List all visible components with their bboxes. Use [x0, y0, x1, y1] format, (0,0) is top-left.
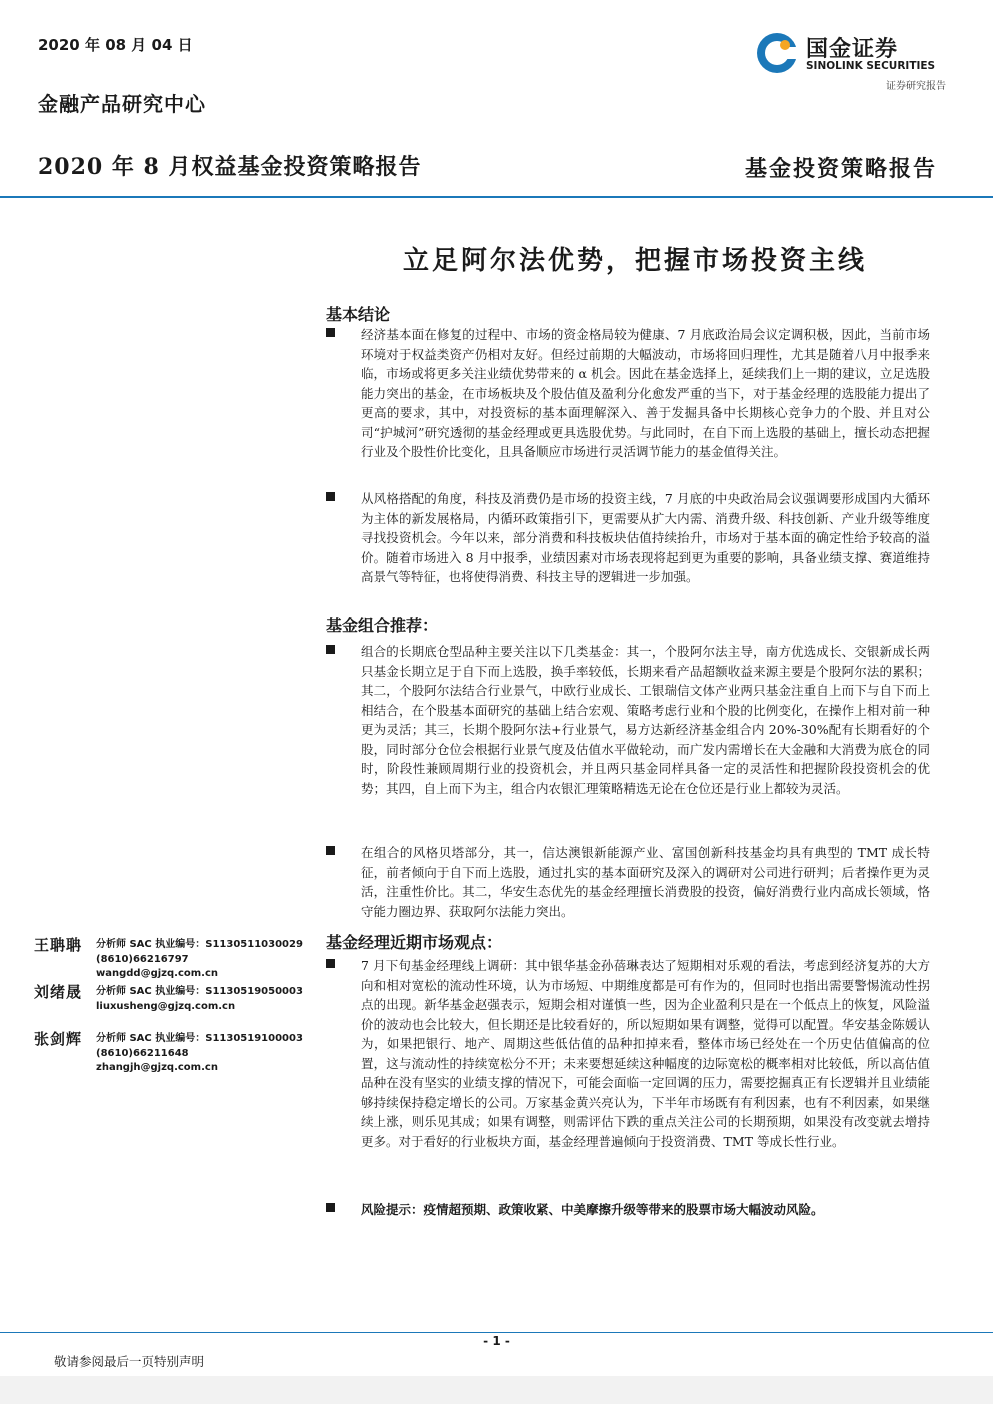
bullet-square-icon [326, 645, 335, 654]
page-number: - 1 - [483, 1334, 510, 1348]
paragraph: 组合的长期底仓型品种主要关注以下几类基金：其一，个股阿尔法主导，南方优选成长、交银新成长两只基金长期立足于自下而上选股，换手率较低，长期来看产品超额收益来源主要是个股阿尔法的累积；其二，个股阿尔法结合行业景气，中欧行业成长、工银瑞信文体产业两只基金注重自上而下与自下而上相结合，在个股基本面研究的基础上结合宏观、策略考虑行业和个股的比例变化，在操作上相对前一种更为灵活；其三，长期个股阿尔法+行业景气，易方达新经济基金组合内 20%-30%配有长期看好的个股，同时部分仓位会根据行业景气度及估值水平做轮动，而广发内需增长在大金融和大消费为底仓的同时，阶段性兼顾周期行业的投资机会，并且两只基金同样具备一定的灵活性和把握阶段投资机会的优势；其四，自上而下为主，组合内农银汇理策略精选无论在仓位还是行业上都较为灵活。 [361, 644, 930, 796]
analyst-sac-id: 分析师 SAC 执业编号：S1130519100003 [96, 1033, 303, 1044]
analyst-sac-id: 分析师 SAC 执业编号：S1130519050003 [96, 986, 303, 997]
analyst-email[interactable]: wangdd@gjzq.com.cn [96, 968, 219, 979]
section-heading-portfolio: 基金组合推荐： [326, 616, 439, 635]
company-logo [756, 30, 946, 92]
report-type: 基金投资策略报告 [744, 156, 937, 182]
analyst-email[interactable]: liuxusheng@gjzq.com.cn [96, 1000, 236, 1012]
analyst-name: 刘绪晟 [34, 983, 83, 1001]
report-date: 2020 年 08 月 04 日 [38, 36, 193, 54]
logo-subtitle: 证券研究报告 [886, 81, 946, 92]
page-bottom-band [0, 1376, 993, 1404]
disclaimer-note: 敬请参阅最后一页特别声明 [54, 1354, 205, 1369]
department-name: 金融产品研究中心 [38, 92, 206, 116]
analyst-sac-id: 分析师 SAC 执业编号：S1130511030029 [96, 939, 303, 950]
paragraph: 经济基本面在修复的过程中、市场的资金格局较为健康、7 月底政治局会议定调积极，因此，当前市场环境对于权益类资产仍相对友好。但经过前期的大幅波动，市场将回归理性，尤其是随着八月中报季来临，市场或将更多关注业绩优势带来的 α 机会。因此在基金选择上，延续我们上一期的建议，立足选股能力突出的基金，在市场板块及个股估值及盈利分化愈发严重的当下，对于基金经理的选股能力提出了更高的要求，其中，对投资标的基本面理解深入、善于发掘具备中长期核心竞争力的个股、并且对公司“护城河”研究透彻的基金经理或更具选股优势。与此同时，在自下而上选股的基础上，擅长动态把握行业及个股性价比变化，且具备顺应市场进行灵活调节能力的基金值得关注。 [361, 327, 930, 459]
logo-english-name: SINOLINK SECURITIES [806, 60, 936, 72]
bullet-square-icon [326, 1203, 335, 1212]
bullet-square-icon [326, 846, 335, 855]
risk-warning: 风险提示：疫情超预期、政策收紧、中美摩擦升级等带来的股票市场大幅波动风险。 [361, 1202, 824, 1217]
analyst-name: 王聃聃 [34, 936, 83, 954]
header-divider [0, 196, 993, 198]
bullet-square-icon [326, 328, 335, 337]
report-title: 2020 年 8 月权益基金投资策略报告 [38, 154, 422, 180]
section-heading-basic-conclusion: 基本结论 [326, 305, 391, 324]
logo-chinese-name: 国金证券 [806, 37, 899, 62]
paragraph: 在组合的风格贝塔部分，其一，信达澳银新能源产业、富国创新科技基金均具有典型的 TMT 成长特征，前者倾向于自下而上选股，通过扎实的基本面研究及深入的调研对公司进行研判；后者操作更为灵活，注重性价比。其二，华安生态优先的基金经理擅长消费股的投资，偏好消费行业内高成长领域，恪守能力圈边界、获取阿尔法能力突出。 [361, 845, 930, 919]
paragraph: 7 月下旬基金经理线上调研：其中银华基金孙蓓琳表达了短期相对乐观的看法，考虑到经济复苏的大方向和相对宽松的流动性环境，认为市场短、中期维度都是可有作为的，但同时也指出需要警惕流动性拐点的出现。新华基金赵强表示，短期会相对谨慎一些，因为企业盈利只是在一个低点上的恢复，风险溢价的波动也会比较大，但长期还是比较看好的，所以短期如果有调整，觉得可以配置。华安基金陈媛认为，如果把银行、地产、周期这些低估值的品种扣掉来看，整体市场已经处在一个历史估值偏高的位置，这与流动性的持续宽松分不开；未来要想延续这种幅度的边际宽松的概率相对比较低，所以高估值品种在没有坚实的业绩支撑的情况下，可能会面临一定回调的压力，需要挖掘真正有长逻辑并且业绩能够持续保持稳定增长的公司。万家基金黄兴亮认为，下半年市场既有有利因素，也有不利因素，如果继续上涨，则乐见其成；如果有调整，则需评估下跌的重点关注公司的长期预期，如果没有改变就去增持更多。对于看好的行业板块方面，基金经理普遍倾向于投资消费、TMT 等成长性行业。 [361, 958, 930, 1149]
section-heading-manager-views: 基金经理近期市场观点： [326, 933, 503, 952]
analyst-name: 张剑辉 [34, 1030, 83, 1048]
main-headline: 立足阿尔法优势，把握市场投资主线 [402, 246, 867, 276]
logo-mark-icon [756, 32, 798, 74]
bullet-square-icon [326, 959, 335, 968]
analyst-phone: (8610)66211648 [96, 1047, 189, 1059]
footer-divider [0, 1332, 993, 1333]
bullet-square-icon [326, 492, 335, 501]
analyst-phone: (8610)66216797 [96, 953, 189, 965]
paragraph: 从风格搭配的角度，科技及消费仍是市场的投资主线，7 月底的中央政治局会议强调要形成国内大循环为主体的新发展格局，内循环政策指引下，更需要从扩大内需、消费升级、科技创新、产业升级等维度寻找投资机会。今年以来，部分消费和科技板块估值持续抬升，市场对于基本面的确定性给予较高的溢价。随着市场进入 8 月中报季，业绩因素对市场表现将起到更为重要的影响，具备业绩支撑、赛道维持高景气等特征，也将使得消费、科技主导的逻辑进一步加强。 [361, 491, 930, 584]
analyst-email[interactable]: zhangjh@gjzq.com.cn [96, 1062, 218, 1073]
